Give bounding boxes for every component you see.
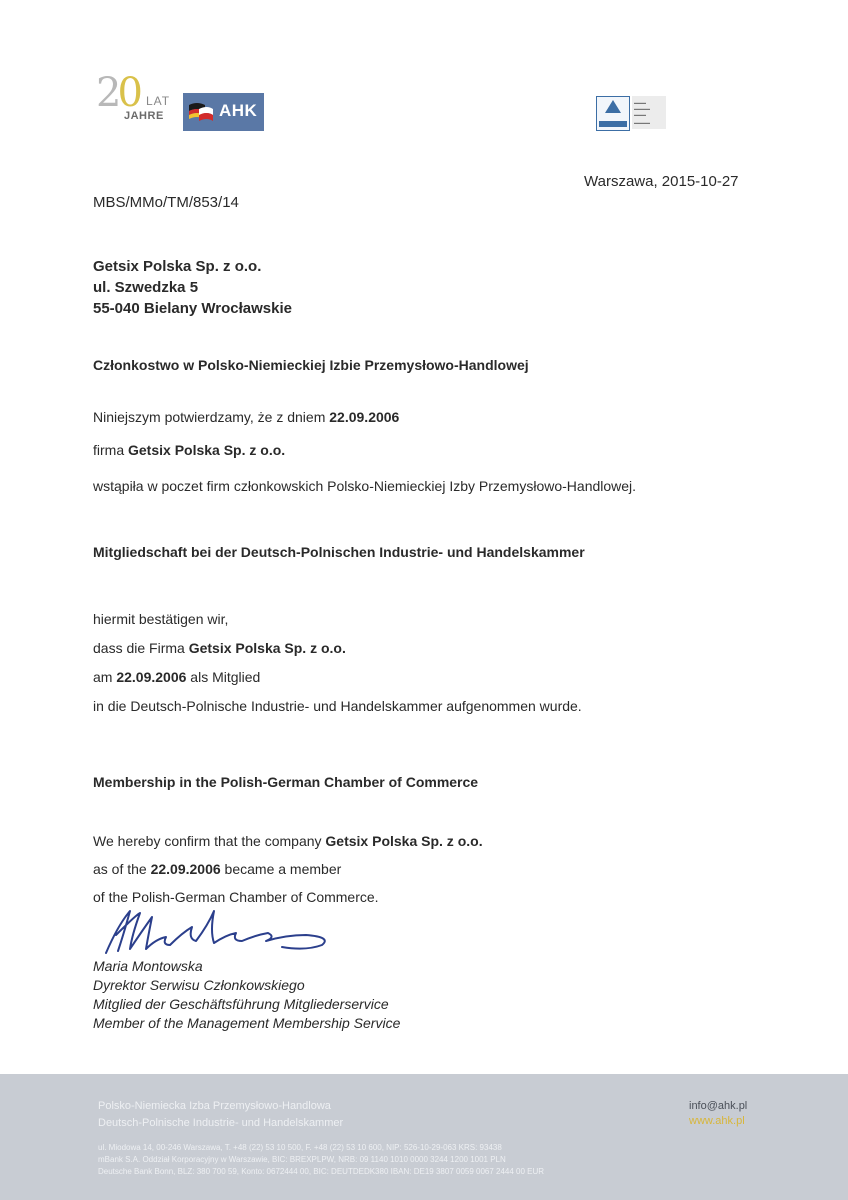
english-line-2: as of the 22.09.2006 became a member — [93, 861, 342, 877]
company-name: Getsix Polska Sp. z o.o. — [325, 833, 483, 849]
recipient-company: Getsix Polska Sp. z o.o. — [93, 258, 262, 275]
signatory-title-pl: Dyrektor Serwisu Członkowskiego — [93, 977, 305, 993]
tuv-certification-icon — [596, 96, 630, 131]
german-line-2: dass die Firma Getsix Polska Sp. z o.o. — [93, 640, 346, 656]
signatory-title-de: Mitglied der Geschäftsführung Mitgliederservice — [93, 996, 389, 1012]
company-name: Getsix Polska Sp. z o.o. — [188, 640, 346, 656]
footer-bank-line-1: mBank S.A. Oddział Korporacyjny w Warszawie, BIC: BREXPLPW, NRB: 09 1140 1010 0000 3244 1200 1001 PLN — [98, 1155, 506, 1164]
company-name: Getsix Polska Sp. z o.o. — [128, 442, 286, 458]
membership-date: 22.09.2006 — [329, 409, 400, 425]
english-line-1: We hereby confirm that the company Getsix Polska Sp. z o.o. — [93, 833, 483, 849]
footer-org-german: Deutsch-Polnische Industrie- und Handelskammer — [98, 1117, 344, 1129]
recipient-street: ul. Szwedzka 5 — [93, 279, 199, 296]
ahk-logo — [183, 93, 264, 131]
ahk-logo-text: AHK — [219, 101, 258, 120]
membership-date: 22.09.2006 — [116, 669, 187, 685]
tuv-certification-text-block: ▬▬▬ ▬▬▬▬ ▬▬▬ ▬▬▬▬ — [632, 96, 666, 129]
german-line-4: in die Deutsch-Polnische Industrie- und Handelskammer aufgenommen wurde. — [93, 698, 582, 714]
polish-heading: Członkostwo w Polsko-Niemieckiej Izbie Przemysłowo-Handlowej — [93, 357, 529, 373]
polish-line-2: firma Getsix Polska Sp. z o.o. — [93, 442, 286, 458]
footer-address-line: ul. Miodowa 14, 00-246 Warszawa, T. +48 (22) 53 10 500, F. +48 (22) 53 10 600, NIP: 526-10-29-063 KRS: 93438 — [98, 1143, 502, 1152]
german-line-3: am 22.09.2006 als Mitglied — [93, 669, 261, 685]
membership-date: 22.09.2006 — [150, 861, 221, 877]
polish-line-3: wstąpiła w poczet firm członkowskich Polsko-Niemieckiej Izby Przemysłowo-Handlowej. — [93, 478, 637, 494]
tuv-certification-badge — [596, 96, 668, 130]
polish-line-1: Niniejszym potwierdzamy, że z dniem 22.09.2006 — [93, 409, 400, 425]
anniversary-jahre-label: JAHRE — [124, 110, 164, 122]
german-line-1: hiermit bestätigen wir, — [93, 611, 229, 627]
english-line-3: of the Polish-German Chamber of Commerce. — [93, 889, 379, 905]
anniversary-logo — [96, 70, 176, 128]
letterhead-footer — [0, 1074, 848, 1200]
german-heading: Mitgliedschaft bei der Deutsch-Polnischen Industrie- und Handelskammer — [93, 544, 585, 560]
anniversary-lat-label: LAT — [146, 94, 171, 108]
footer-website-link[interactable]: www.ahk.pl — [689, 1115, 745, 1127]
footer-org-polish: Polsko-Niemiecka Izba Przemysłowo-Handlowa — [98, 1100, 331, 1112]
letter-date: Warszawa, 2015-10-27 — [584, 173, 739, 190]
footer-bank-line-2: Deutsche Bank Bonn, BLZ: 380 700 59, Konto: 0672444 00, BIC: DEUTDEDK380 IBAN: DE19 3807 0059 0067 2444 00 EUR — [98, 1167, 545, 1176]
reference-number: MBS/MMo/TM/853/14 — [93, 194, 239, 211]
anniversary-digit-zero: 0 — [117, 70, 139, 116]
flag-icon — [187, 101, 215, 123]
footer-email-link[interactable]: info@ahk.pl — [689, 1100, 748, 1112]
anniversary-digit-two: 2 — [96, 70, 118, 116]
recipient-city: 55-040 Bielany Wrocławskie — [93, 300, 292, 317]
english-heading: Membership in the Polish-German Chamber of Commerce — [93, 774, 479, 790]
handwritten-signature — [96, 905, 336, 960]
signatory-title-en: Member of the Management Membership Service — [93, 1015, 401, 1031]
signatory-name: Maria Montowska — [93, 958, 203, 974]
